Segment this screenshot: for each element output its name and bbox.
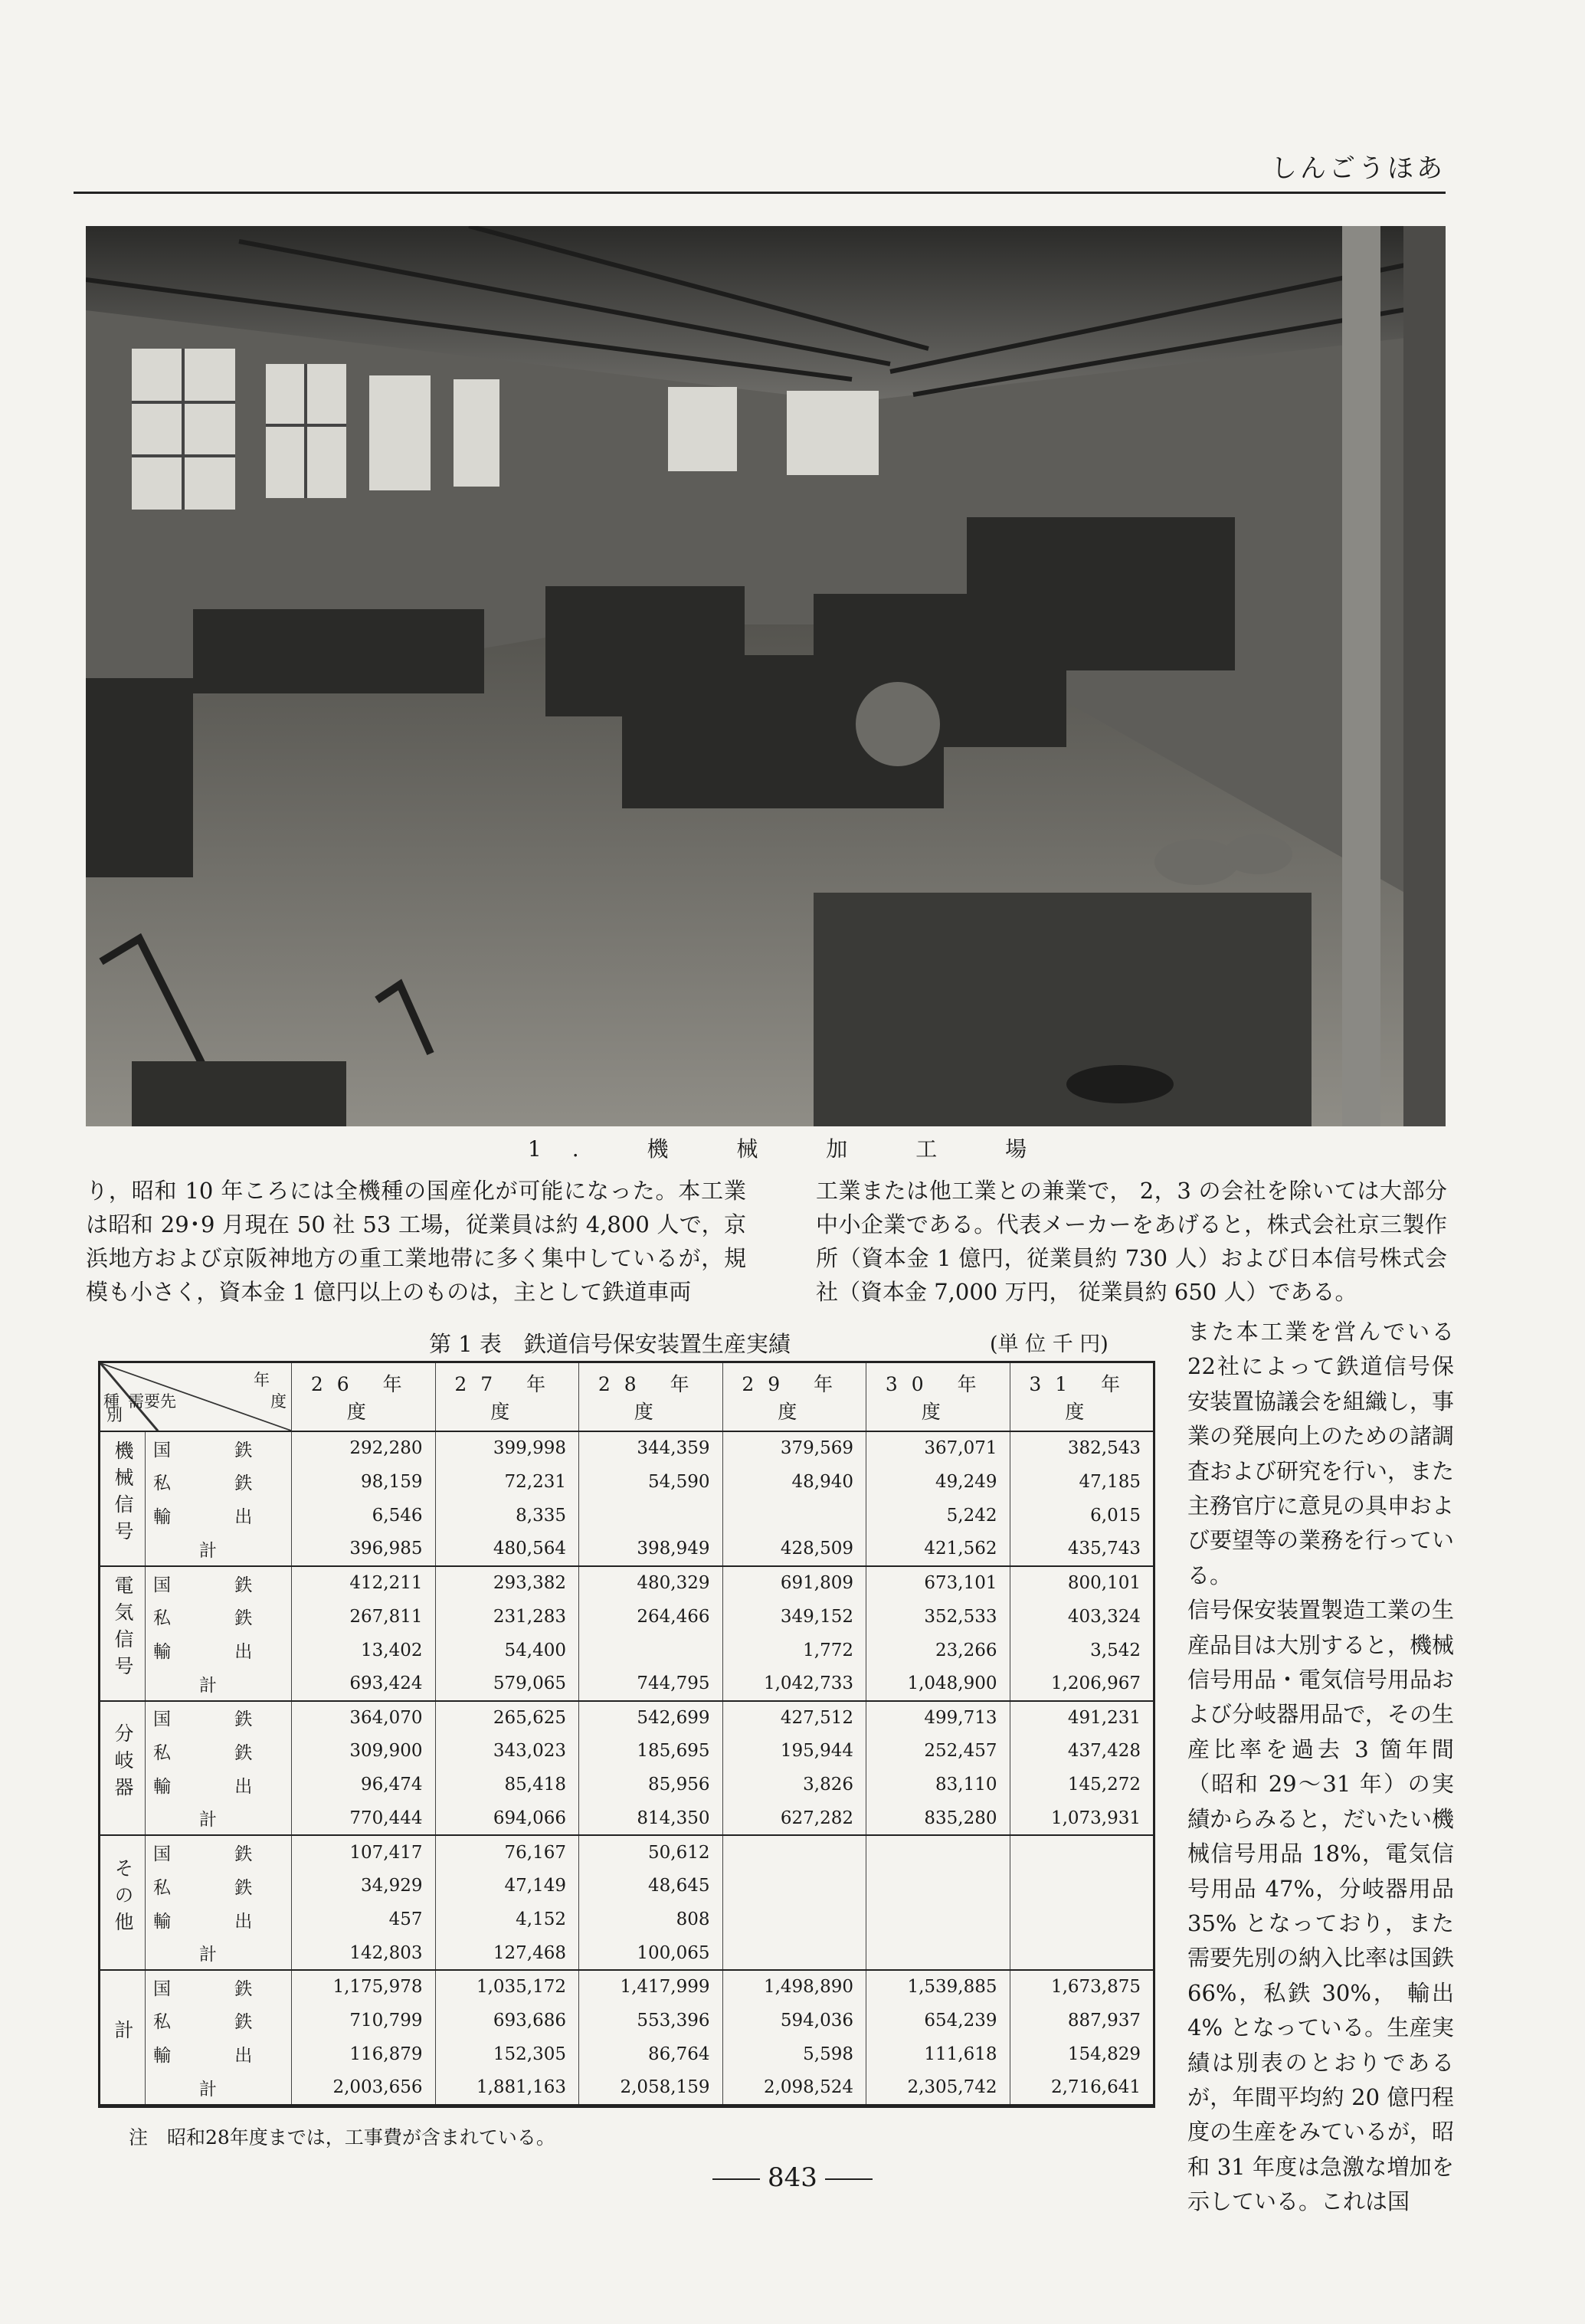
- value-cell: 48,940: [722, 1465, 866, 1499]
- demand-label: 私 鉄: [146, 2004, 292, 2037]
- value-cell: 13,402: [292, 1634, 436, 1667]
- value-cell: [722, 1936, 866, 1970]
- value-cell: 2,716,641: [1010, 2071, 1153, 2105]
- value-cell: [866, 1903, 1010, 1936]
- column-header: 30 年 度: [866, 1363, 1010, 1431]
- value-cell: 379,569: [722, 1431, 866, 1465]
- value-cell: [579, 1634, 723, 1667]
- value-cell: 808: [579, 1903, 723, 1936]
- value-cell: 293,382: [435, 1566, 579, 1600]
- value-cell: 1,772: [722, 1634, 866, 1667]
- value-cell: 457: [292, 1903, 436, 1936]
- value-cell: 382,543: [1067, 1438, 1141, 1459]
- value-cell: 145,272: [1067, 1775, 1141, 1795]
- table-row: [100, 1465, 1153, 1499]
- category-label: その他: [112, 1857, 134, 1939]
- value-cell: 398,949: [579, 1532, 723, 1566]
- demand-label: 計: [146, 1801, 292, 1835]
- side-paragraph: また本工業を営んでいる22社によって鉄道信号保安装置協議会を組織し，事業の発展向上のための諸調査および研究を行い，また主務官庁に意見の具申および要望等の業務を行っている。: [1187, 1319, 1455, 1588]
- value-cell: 100,065: [579, 1936, 723, 1970]
- value-cell: 1,206,967: [1010, 1667, 1153, 1701]
- value-cell: 542,699: [579, 1701, 723, 1735]
- factory-photo-illustration: [86, 226, 1446, 1126]
- category-cell: [100, 1970, 146, 2105]
- value-cell: 403,324: [1067, 1606, 1141, 1627]
- value-cell: 5,598: [722, 2037, 866, 2071]
- demand-label: 計: [146, 2071, 292, 2105]
- value-cell: 1,498,890: [722, 1970, 866, 2004]
- value-cell: 437,428: [1067, 1741, 1141, 1762]
- value-cell: 85,956: [579, 1768, 723, 1801]
- page-number: 843: [768, 2162, 817, 2193]
- value-cell: 1,673,875: [1050, 1977, 1141, 1998]
- table-header-row: [100, 1363, 1153, 1431]
- value-cell: [866, 1869, 1010, 1903]
- value-cell: 694,066: [435, 1801, 579, 1835]
- value-cell: 6,015: [1090, 1505, 1141, 1526]
- value-cell: 185,695: [579, 1734, 723, 1768]
- value-cell: 693,424: [292, 1667, 436, 1701]
- value-cell: 1,042,733: [722, 1667, 866, 1701]
- table-row: [100, 1667, 1153, 1701]
- table-row: [100, 1431, 1153, 1465]
- value-cell: 54,400: [435, 1634, 579, 1667]
- value-cell: 1,417,999: [579, 1970, 723, 2004]
- category-label: 計: [112, 2019, 134, 2047]
- demand-label: 国 鉄: [146, 1566, 292, 1600]
- body-text-side-column: [1187, 1315, 1454, 2220]
- value-cell: 427,512: [722, 1701, 866, 1735]
- table-note: 注 昭和28年度までは，工事費が含まれている。: [129, 2126, 555, 2149]
- table-row: [100, 1835, 1153, 1869]
- value-cell: 86,764: [579, 2037, 723, 2071]
- demand-label: 計: [146, 1532, 292, 1566]
- table-row: [100, 2004, 1153, 2037]
- running-header: しんごうほあ: [1271, 153, 1446, 184]
- value-cell: 252,457: [866, 1734, 1010, 1768]
- corner-demand: 需要先: [128, 1392, 176, 1411]
- value-cell: 835,280: [866, 1801, 1010, 1835]
- value-cell: 6,546: [292, 1499, 436, 1532]
- factory-photo: [86, 226, 1446, 1126]
- table-row: [100, 1768, 1153, 1801]
- value-cell: [1010, 1903, 1153, 1936]
- value-cell: 1,048,900: [866, 1667, 1010, 1701]
- value-cell: [866, 1835, 1010, 1869]
- value-cell: 85,418: [435, 1768, 579, 1801]
- value-cell: 265,625: [435, 1701, 579, 1735]
- column-header: 28 年 度: [579, 1363, 723, 1431]
- value-cell: 1,035,172: [435, 1970, 579, 2004]
- body-paragraph-right: 工業または他工業との兼業で， 2，3 の会社を除いては大部分中小企業である。代表メーカーをあげると，株式会社京三製作所（資本金 1 億円，従業員約 730 人）および日本信号株式会社（資本金 7,000 万円， 従業員約 650 人）である。: [816, 1178, 1447, 1305]
- table-corner-cell: [100, 1363, 292, 1431]
- value-cell: 83,110: [866, 1768, 1010, 1801]
- value-cell: 111,618: [866, 2037, 1010, 2071]
- category-label: 電気信号: [112, 1575, 134, 1683]
- page-dash-right: [825, 2178, 873, 2180]
- table-body: [100, 1431, 1153, 2105]
- value-cell: 627,282: [722, 1801, 866, 1835]
- value-cell: 231,283: [435, 1600, 579, 1634]
- demand-label: 輸 出: [146, 1634, 292, 1667]
- value-cell: 349,152: [722, 1600, 866, 1634]
- table-row: [100, 1734, 1153, 1768]
- table-row: [100, 1499, 1153, 1532]
- value-cell: [722, 1869, 866, 1903]
- demand-label: 計: [146, 1936, 292, 1970]
- demand-label: 私 鉄: [146, 1734, 292, 1768]
- value-cell: 364,070: [292, 1701, 436, 1735]
- table-row: [100, 2071, 1153, 2105]
- value-cell: 8,335: [435, 1499, 579, 1532]
- value-cell: [722, 1835, 866, 1869]
- value-cell: 594,036: [722, 2004, 866, 2037]
- demand-label: 輸 出: [146, 1499, 292, 1532]
- value-cell: 412,211: [292, 1566, 436, 1600]
- value-cell: 800,101: [1067, 1573, 1141, 1594]
- value-cell: 2,003,656: [292, 2071, 436, 2105]
- table-row: [100, 1970, 1153, 2004]
- corner-degree: 度: [270, 1392, 287, 1411]
- value-cell: 23,266: [866, 1634, 1010, 1667]
- column-header: 29 年 度: [722, 1363, 866, 1431]
- value-cell: 770,444: [292, 1801, 436, 1835]
- value-cell: 292,280: [292, 1431, 436, 1465]
- value-cell: 309,900: [292, 1734, 436, 1768]
- table-row: [100, 1903, 1153, 1936]
- value-cell: 421,562: [866, 1532, 1010, 1566]
- column-header: 27 年 度: [435, 1363, 579, 1431]
- demand-label: 私 鉄: [146, 1600, 292, 1634]
- value-cell: 491,231: [1067, 1707, 1141, 1728]
- value-cell: 54,590: [579, 1465, 723, 1499]
- value-cell: 96,474: [292, 1768, 436, 1801]
- value-cell: 154,829: [1067, 2044, 1141, 2064]
- value-cell: 435,743: [1010, 1532, 1153, 1566]
- value-cell: [722, 1903, 866, 1936]
- value-cell: 654,239: [866, 2004, 1010, 2037]
- table-row: [100, 1801, 1153, 1835]
- demand-label: 計: [146, 1667, 292, 1701]
- value-cell: 152,305: [435, 2037, 579, 2071]
- corner-year: 年: [254, 1371, 270, 1389]
- value-cell: 264,466: [579, 1600, 723, 1634]
- photo-caption: 1. 機 械 加 工 場: [527, 1136, 1058, 1162]
- table-row: [100, 1701, 1153, 1735]
- value-cell: [1010, 1936, 1153, 1970]
- value-cell: 673,101: [866, 1566, 1010, 1600]
- demand-label: 国 鉄: [146, 1970, 292, 2004]
- value-cell: 344,359: [579, 1431, 723, 1465]
- value-cell: [579, 1499, 723, 1532]
- value-cell: 142,803: [292, 1936, 436, 1970]
- column-header: 31 年 度: [1010, 1363, 1153, 1431]
- value-cell: 48,645: [579, 1869, 723, 1903]
- value-cell: 3,826: [722, 1768, 866, 1801]
- category-cell: [100, 1566, 146, 1701]
- value-cell: 691,809: [722, 1566, 866, 1600]
- value-cell: 107,417: [292, 1835, 436, 1869]
- value-cell: 98,159: [292, 1465, 436, 1499]
- value-cell: 710,799: [292, 2004, 436, 2037]
- value-cell: [722, 1499, 866, 1532]
- body-text-left: [86, 1174, 746, 1309]
- value-cell: 116,879: [292, 2037, 436, 2071]
- value-cell: 480,564: [435, 1532, 579, 1566]
- production-table: [98, 1361, 1155, 2108]
- table-title: 第 1 表 鉄道信号保安装置生産実績: [429, 1331, 791, 1357]
- value-cell: 744,795: [579, 1667, 723, 1701]
- category-cell: [100, 1431, 146, 1566]
- value-cell: 814,350: [579, 1801, 723, 1835]
- value-cell: 195,944: [722, 1734, 866, 1768]
- demand-label: 私 鉄: [146, 1465, 292, 1499]
- value-cell: 2,305,742: [866, 2071, 1010, 2105]
- table-row: [100, 1869, 1153, 1903]
- value-cell: 2,098,524: [722, 2071, 866, 2105]
- header-rule: [74, 192, 1446, 194]
- value-cell: 553,396: [579, 2004, 723, 2037]
- page-dash-left: [712, 2178, 760, 2180]
- demand-label: 輸 出: [146, 1768, 292, 1801]
- value-cell: 47,185: [1079, 1471, 1141, 1492]
- corner-separate: 別: [106, 1406, 123, 1424]
- value-cell: 352,533: [866, 1600, 1010, 1634]
- demand-label: 輸 出: [146, 1903, 292, 1936]
- demand-label: 国 鉄: [146, 1431, 292, 1465]
- value-cell: 367,071: [866, 1431, 1010, 1465]
- body-paragraph-left: り，昭和 10 年ころには全機種の国産化が可能になった。本工業は昭和 29･9 月現在 50 社 53 工場，従業員は約 4,800 人で，京浜地方および京阪神地方の重工業地帯に多く集中しているが，規模も小さく，資本金 1 億円以上のものは，主として鉄道車両: [86, 1178, 746, 1305]
- demand-label: 国 鉄: [146, 1835, 292, 1869]
- value-cell: 1,881,163: [435, 2071, 579, 2105]
- table-unit: (単 位 千 円): [990, 1332, 1109, 1356]
- value-cell: 399,998: [435, 1431, 579, 1465]
- value-cell: 1,175,978: [292, 1970, 436, 2004]
- value-cell: 76,167: [435, 1835, 579, 1869]
- column-header: 26 年 度: [292, 1363, 436, 1431]
- value-cell: 47,149: [435, 1869, 579, 1903]
- value-cell: 267,811: [292, 1600, 436, 1634]
- value-cell: 396,985: [292, 1532, 436, 1566]
- value-cell: [1010, 1869, 1153, 1903]
- demand-label: 国 鉄: [146, 1701, 292, 1735]
- value-cell: 34,929: [292, 1869, 436, 1903]
- category-cell: [100, 1701, 146, 1836]
- category-cell: [100, 1835, 146, 1970]
- demand-label: 私 鉄: [146, 1869, 292, 1903]
- value-cell: 5,242: [866, 1499, 1010, 1532]
- side-paragraph: 信号保安装置製造工業の生産品目は大別すると，機械信号用品・電気信号用品および分岐器用品で，その生産比率を過去 3 箇年間（昭和 29～31 年）の実績からみると，だいたい機械信号用品 18%，電気信号用品 47%，分岐器用品 35% となっており，また需要先別の納入比率は国鉄 66%，私鉄 30%， 輸出 4% となっている。生産実績は別表のとおりであるが，年間平均約 20 億円程度の生産をみているが，昭和 31 年度は急激な増加を示している。これは国: [1187, 1597, 1455, 2215]
- value-cell: 3,542: [1090, 1640, 1141, 1660]
- value-cell: [1010, 1835, 1153, 1869]
- value-cell: 4,152: [435, 1903, 579, 1936]
- value-cell: 49,249: [866, 1465, 1010, 1499]
- table-row: [100, 1600, 1153, 1634]
- value-cell: 1,539,885: [866, 1970, 1010, 2004]
- table-row: [100, 1532, 1153, 1566]
- value-cell: 2,058,159: [579, 2071, 723, 2105]
- value-cell: 343,023: [435, 1734, 579, 1768]
- body-text-right: [816, 1174, 1447, 1309]
- value-cell: 887,937: [1067, 2010, 1141, 2031]
- category-label: 機械信号: [112, 1440, 134, 1548]
- value-cell: 50,612: [579, 1835, 723, 1869]
- value-cell: 480,329: [579, 1566, 723, 1600]
- value-cell: 127,468: [435, 1936, 579, 1970]
- value-cell: 1,073,931: [1010, 1801, 1153, 1835]
- corner-kind: 種: [103, 1392, 120, 1411]
- table-row: [100, 1566, 1153, 1600]
- value-cell: 579,065: [435, 1667, 579, 1701]
- value-cell: 693,686: [435, 2004, 579, 2037]
- value-cell: 72,231: [435, 1465, 579, 1499]
- value-cell: [866, 1936, 1010, 1970]
- table-row: [100, 1634, 1153, 1667]
- table-row: [100, 1936, 1153, 1970]
- demand-label: 輸 出: [146, 2037, 292, 2071]
- category-label: 分岐器: [112, 1723, 134, 1804]
- table-row: [100, 2037, 1153, 2071]
- value-cell: 499,713: [866, 1701, 1010, 1735]
- value-cell: 428,509: [722, 1532, 866, 1566]
